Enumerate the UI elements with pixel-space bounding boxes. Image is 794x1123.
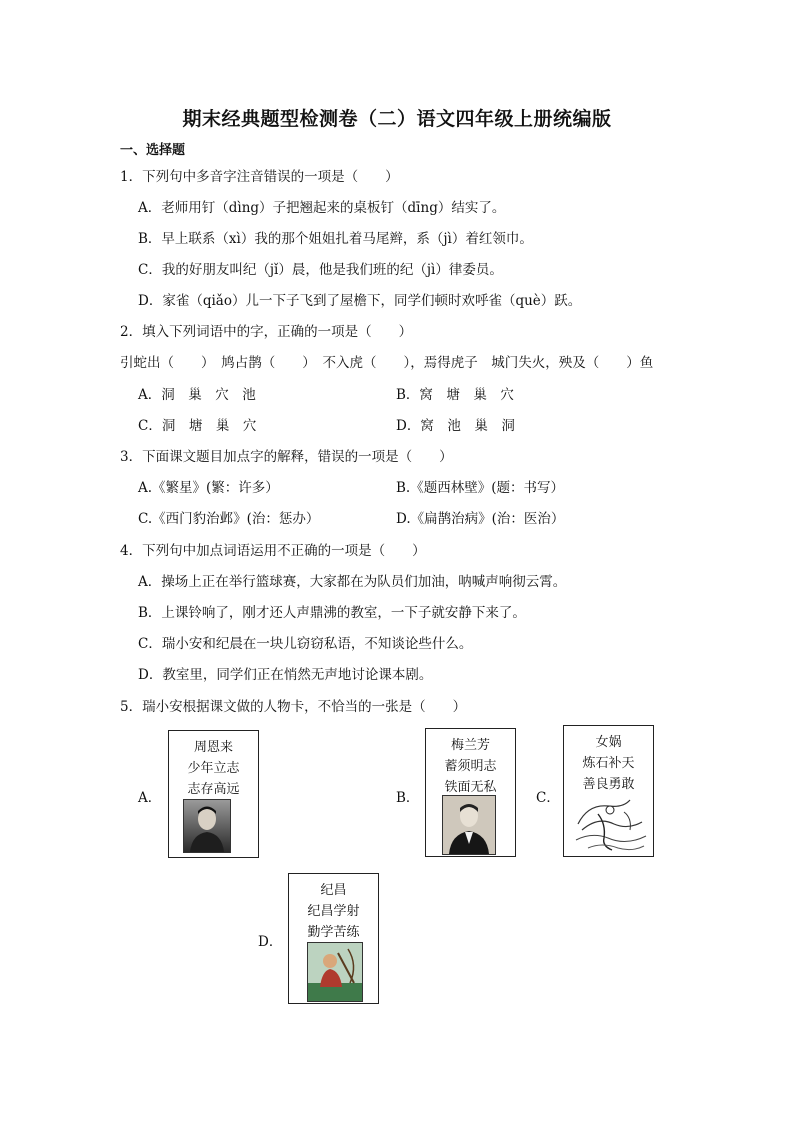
card-d-label: D． — [258, 934, 283, 950]
section-heading: 一、选择题 — [120, 143, 186, 158]
card-a-line-2: 少年立志 — [187, 761, 240, 776]
question-1-option-a: A．老师用钉（dìng）子把翘起来的桌板钉（dīng）结实了。 — [138, 200, 506, 216]
card-a-name: 周恩来 — [193, 740, 233, 755]
card-d-line-3: 勤学苦练 — [307, 925, 360, 940]
portrait-image — [442, 795, 496, 855]
card-a-line-3: 志存高远 — [187, 782, 240, 797]
card-a-label: A． — [138, 790, 162, 806]
card-b-line-3: 铁面无私 — [444, 780, 497, 795]
question-1-option-d: D．家雀（qiǎo）儿一下子飞到了屋檐下，同学们顿时欢呼雀（què）跃。 — [138, 293, 582, 309]
question-2-option-b: B．窝 塘 巢 穴 — [396, 387, 514, 403]
question-4-stem: 4．下列句中加点词语运用不正确的一项是（ ） — [120, 543, 426, 559]
page-title: 期末经典题型检测卷（二）语文四年级上册统编版 — [182, 108, 612, 130]
question-2-option-a: A．洞 巢 穴 池 — [138, 387, 256, 403]
card-b-line-2: 蓄须明志 — [444, 759, 497, 774]
portrait-image — [183, 799, 231, 853]
character-card-c — [563, 725, 654, 857]
question-3-stem: 3．下面课文题目加点字的解释，错误的一项是（ ） — [120, 449, 453, 465]
question-2-stem: 2．填入下列词语中的字，正确的一项是（ ） — [120, 324, 413, 340]
question-1-option-c: C．我的好朋友叫纪（jǐ）晨，他是我们班的纪（jì）律委员。 — [138, 262, 503, 278]
question-3-option-b: B.《题西林壁》(题：书写） — [396, 480, 564, 496]
card-d-name: 纪昌 — [320, 883, 347, 898]
card-b-name: 梅兰芳 — [450, 738, 490, 753]
question-3-option-a: A.《繁星》(繁：许多） — [138, 480, 279, 496]
question-2-option-c: C．洞 塘 巢 穴 — [138, 418, 257, 434]
question-3-option-c: C.《西门豹治邺》(治：惩办） — [138, 511, 320, 527]
question-2-prompt: 引蛇出（ ） 鸠占鹊（ ） 不入虎（ ），焉得虎子 城门失火，殃及（ ）鱼 — [120, 355, 654, 371]
question-4-option-b: B．上课铃响了，刚才还人声鼎沸的教室，一下子就安静下来了。 — [138, 605, 526, 621]
question-3-option-d: D.《扁鹊治病》(治：医治） — [396, 511, 565, 527]
question-5-stem: 5．瑞小安根据课文做的人物卡，不恰当的一张是（ ） — [120, 699, 467, 715]
character-card-d — [288, 873, 379, 1004]
card-c-name: 女娲 — [595, 735, 622, 750]
illustration-image — [307, 942, 363, 1002]
character-card-a — [168, 730, 259, 858]
question-1-stem: 1．下列句中多音字注音错误的一项是（ ） — [120, 169, 399, 185]
card-c-line-3: 善良勇敢 — [582, 777, 635, 792]
question-4-option-c: C．瑞小安和纪晨在一块儿窃窃私语，不知谈论些什么。 — [138, 636, 473, 652]
question-4-option-a: A．操场上正在举行篮球赛，大家都在为队员们加油，呐喊声响彻云霄。 — [138, 574, 567, 590]
card-d-line-2: 纪昌学射 — [307, 904, 360, 919]
card-b-label: B． — [396, 790, 420, 806]
card-c-line-2: 炼石补天 — [582, 756, 635, 771]
card-c-label: C． — [536, 790, 560, 806]
question-2-option-d: D．窝 池 巢 洞 — [396, 418, 515, 434]
question-1-option-b: B．早上联系（xì）我的那个姐姐扎着马尾辫，系（jì）着红领巾。 — [138, 231, 533, 247]
character-card-b — [425, 728, 516, 857]
question-4-option-d: D．教室里，同学们正在悄然无声地讨论课本剧。 — [138, 667, 433, 683]
illustration-image — [568, 794, 650, 854]
